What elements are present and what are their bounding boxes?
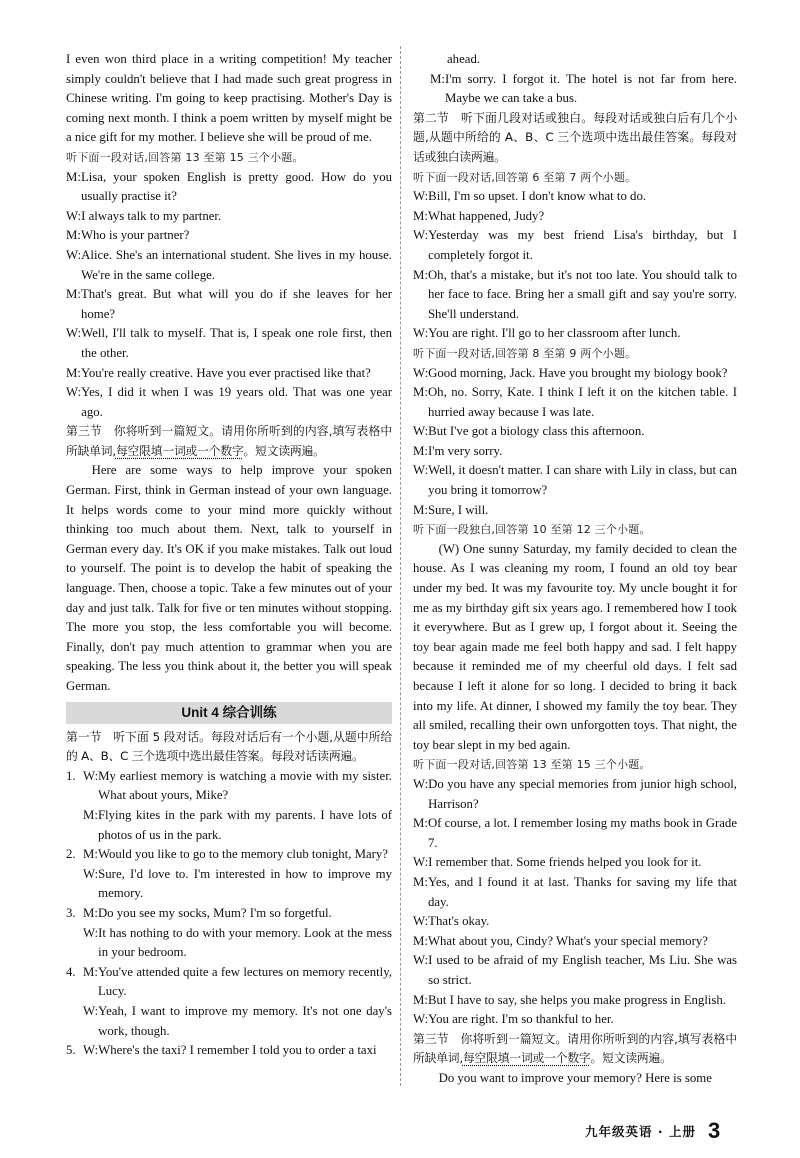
speaker-label: M: bbox=[66, 169, 81, 184]
speaker-label: W: bbox=[83, 1003, 99, 1018]
heading-text: 。短文读两遍。 bbox=[243, 443, 325, 458]
dialogue-line bbox=[66, 168, 392, 207]
speaker-label: M: bbox=[413, 816, 428, 831]
dialogue-text: I'm sorry. I forgot it. The hotel is not far from here. Maybe we can take a bus. bbox=[444, 71, 737, 106]
dialogue-block bbox=[413, 775, 737, 1030]
intro-paragraph: I even won third place in a writing competition! My teacher simply couldn't believe that I had made such great progress in Chinese writing. I'm going to keep practising. Mother's Day is coming next month. I think a poem written by myself might be a nice gift for my mother. I believe she will be proud of me. bbox=[66, 52, 392, 145]
speaker-label: W: bbox=[413, 189, 429, 204]
dialogue-text: That's great. But what will you do if she leaves for her home? bbox=[80, 287, 392, 321]
dialogue-text: Do you see my socks, Mum? I'm so forgetful. bbox=[97, 905, 332, 920]
dialogue-text: I remember that. Some friends helped you look for it. bbox=[428, 855, 702, 870]
dialogue-line bbox=[413, 226, 737, 265]
dialogue-text: Sure, I will. bbox=[427, 502, 489, 517]
right-column bbox=[413, 50, 737, 1088]
speaker-label: M: bbox=[66, 287, 81, 302]
dialogue-text: It has nothing to do with your memory. Look at the mess in your bedroom. bbox=[98, 925, 392, 960]
dialogue-text: Where's the taxi? I remember I told you to order a taxi bbox=[98, 1043, 377, 1058]
dialogue-text: My earliest memory is watching a movie with my sister. What about yours, Mike? bbox=[98, 768, 392, 803]
heading-emphasis: 每空限填一词或一个数字 bbox=[115, 443, 244, 458]
monologue-paragraph: (W) One sunny Saturday, my family decided to clean the house. As I was cleaning my room, I found an old toy bear under my bed. It was my favourite toy. My uncle bought it for me as my birthday gift six years ago. I remembered how I took it everywhere. But as I grew up, I forgot about it. Seeing the toy bear again made me feel both happy and sad. I felt happy because it reminded me of my cheerful old days. I felt sad because I left it alone for so long. I decided to bring it back into my life. At dinner, I showed my family the toy bear. They all smiled, recalling their own unforgotten toys. That night, the toy bear slept in my bed again. bbox=[413, 541, 737, 752]
passage-paragraph: Here are some ways to help improve your spoken German. First, think in German instead of your own language. It helps words come to your mind more quickly without thinking too much about them. Next, talk to yourself in German every day. It's OK if you make mistakes. Talk out loud to yourself. The point is to develop the habit of speaking the language. Then, choose a topic. Take a few minutes out of your day and just talk. Talk for five or ten minutes without stopping. The more you stop, the less comfortable you will become. Finally, don't pay much attention to grammar when you are speaking. The less you think about it, the better you will speak German. bbox=[66, 463, 392, 693]
speaker-label: W: bbox=[66, 208, 82, 223]
dialogue-text: Well, I'll talk to myself. That is, I speak one role first, then the other. bbox=[81, 326, 392, 360]
dialogue-line bbox=[66, 806, 392, 845]
unit-title: Unit 4 综合训练 bbox=[66, 702, 392, 724]
dialogue-block bbox=[66, 168, 392, 423]
speaker-label: W: bbox=[83, 768, 99, 783]
dialogue-line bbox=[413, 991, 737, 1011]
speaker-label: W: bbox=[413, 855, 429, 870]
dialogue-line bbox=[413, 422, 737, 442]
speaker-label: W: bbox=[413, 365, 429, 380]
item-number: 4. bbox=[66, 964, 76, 979]
speaker-label: M: bbox=[83, 807, 98, 822]
dialogue-line bbox=[413, 873, 737, 912]
speaker-label: W: bbox=[66, 385, 82, 400]
speaker-label: M: bbox=[413, 874, 428, 889]
speaker-label: M: bbox=[413, 443, 428, 458]
dialogue-text: What happened, Judy? bbox=[427, 208, 545, 223]
dialogue-line bbox=[66, 1002, 392, 1041]
section-heading: 第一节 听下面 5 段对话。每段对话后有一个小题,从题中所给的 A、B、C 三个选项中选出最佳答案。每段对话读两遍。 bbox=[66, 729, 392, 764]
dialogue-text: What about you, Cindy? What's your special memory? bbox=[427, 933, 708, 948]
dialogue-line bbox=[66, 285, 392, 324]
dialogue-line bbox=[66, 1041, 392, 1061]
dialogue-text: Of course, a lot. I remember losing my maths book in Grade 7. bbox=[427, 816, 737, 850]
dialogue-block bbox=[413, 187, 737, 344]
speaker-label: W: bbox=[413, 326, 429, 341]
dialogue-line bbox=[66, 904, 392, 924]
item-number: 3. bbox=[66, 905, 76, 920]
dialogue-line bbox=[413, 951, 737, 990]
dialogue-line bbox=[66, 324, 392, 363]
dialogue-text: Oh, that's a mistake, but it's not too late. You should talk to her face to face. Bring her a small gift and say you're sorry. She'll understand. bbox=[427, 267, 737, 321]
speaker-label: W: bbox=[413, 463, 429, 478]
dialogue-line bbox=[413, 853, 737, 873]
dialogue-text: Who is your partner? bbox=[80, 228, 190, 243]
dialogue-text: Oh, no. Sorry, Kate. I think I left it on the kitchen table. I hurried away because I was late. bbox=[427, 385, 737, 419]
dialogue-line bbox=[66, 246, 392, 285]
speaker-label: W: bbox=[413, 953, 429, 968]
dialogue-text: I always talk to my partner. bbox=[81, 208, 222, 223]
dialogue-text: But I've got a biology class this afternoon. bbox=[428, 424, 645, 439]
dialogue-line bbox=[413, 814, 737, 853]
dialogue-line bbox=[413, 383, 737, 422]
dialogue-line bbox=[413, 442, 737, 462]
book-title: 九年级英语 · 上册 bbox=[585, 1124, 696, 1139]
item-number: 2. bbox=[66, 847, 76, 862]
dialogue-line bbox=[66, 207, 392, 227]
heading-text: 。短文读两遍。 bbox=[590, 1051, 672, 1066]
dialogue-text: I used to be afraid of my English teacher, Ms Liu. She was so strict. bbox=[428, 953, 737, 987]
dialogue-line bbox=[66, 226, 392, 246]
dialogue-text: You've attended quite a few lectures on memory recently, Lucy. bbox=[97, 964, 392, 999]
dialogue-text: Do you have any special memories from junior high school, Harrison? bbox=[428, 776, 737, 811]
speaker-label: M: bbox=[413, 385, 428, 400]
dialogue-text: Lisa, your spoken English is pretty good. How do you usually practise it? bbox=[80, 169, 392, 204]
dialogue-text: I'm very sorry. bbox=[427, 443, 503, 458]
speaker-label: M: bbox=[413, 267, 428, 282]
passage-start: Do you want to improve your memory? Here is some bbox=[438, 1070, 712, 1085]
speaker-label: M: bbox=[83, 847, 98, 862]
speaker-label: M: bbox=[66, 365, 81, 380]
speaker-label: M: bbox=[83, 964, 98, 979]
dialogue-line bbox=[413, 775, 737, 814]
section-heading bbox=[66, 422, 392, 461]
dialogue-text: Bill, I'm so upset. I don't know what to do. bbox=[428, 189, 647, 204]
dialogue-line bbox=[66, 364, 392, 384]
instruction-text: 听下面一段独白,回答第 10 至第 12 三个小题。 bbox=[413, 523, 651, 537]
dialogue-block bbox=[413, 364, 737, 521]
speaker-label: W: bbox=[83, 866, 99, 881]
speaker-label: M: bbox=[66, 228, 81, 243]
speaker-label: W: bbox=[66, 326, 82, 341]
instruction-text: 听下面一段对话,回答第 6 至第 7 两个小题。 bbox=[413, 170, 637, 184]
item-number: 1. bbox=[66, 768, 76, 783]
dialogue-line bbox=[66, 383, 392, 422]
speaker-label: W: bbox=[83, 1043, 99, 1058]
dialogue-line bbox=[66, 963, 392, 1002]
dialogue-line bbox=[413, 324, 737, 344]
dialogue-line bbox=[413, 207, 737, 227]
dialogue-line bbox=[413, 461, 737, 500]
dialogue-line bbox=[66, 767, 392, 806]
dialogue-line bbox=[413, 70, 737, 109]
dialogue-line bbox=[413, 187, 737, 207]
dialogue-text: Yeah, I want to improve my memory. It's not one day's work, though. bbox=[98, 1003, 392, 1038]
dialogue-text: Yesterday was my best friend Lisa's birthday, but I completely forgot it. bbox=[428, 228, 737, 262]
speaker-label: W: bbox=[83, 925, 99, 940]
column-divider bbox=[400, 46, 401, 1086]
speaker-label: M: bbox=[430, 71, 445, 86]
section-heading bbox=[413, 1030, 737, 1069]
speaker-label: M: bbox=[413, 933, 428, 948]
dialogue-text: Yes, I did it when I was 19 years old. That was one year ago. bbox=[81, 385, 392, 419]
speaker-label: W: bbox=[413, 424, 429, 439]
dialogue-text: You're really creative. Have you ever practised like that? bbox=[80, 365, 371, 380]
heading-text: 第三节 你将听到一篇短文。请用你所听到的内容,填写表格中所缺单词, bbox=[413, 1031, 737, 1066]
heading-emphasis: 每空限填一词或一个数字 bbox=[462, 1051, 591, 1066]
left-column bbox=[66, 50, 392, 1061]
dialogue-text: You are right. I'll go to her classroom after lunch. bbox=[428, 326, 681, 341]
speaker-label: W: bbox=[413, 1012, 429, 1027]
dialogue-text: Well, it doesn't matter. I can share with Lily in class, but can you bring it tomorrow? bbox=[428, 463, 737, 498]
speaker-label: M: bbox=[413, 208, 428, 223]
dialogue-line bbox=[66, 845, 392, 865]
speaker-label: M: bbox=[83, 905, 98, 920]
dialogue-line bbox=[66, 924, 392, 963]
instruction-text: 听下面一段对话,回答第 13 至第 15 三个小题。 bbox=[66, 150, 304, 164]
dialogue-text: You are right. I'm so thankful to her. bbox=[428, 1012, 614, 1027]
page-number: 3 bbox=[707, 1118, 721, 1143]
dialogue-text: Sure, I'd love to. I'm interested in how to improve my memory. bbox=[98, 866, 392, 901]
question-items bbox=[66, 767, 392, 1061]
speaker-label: W: bbox=[66, 247, 82, 262]
item-number: 5. bbox=[66, 1043, 76, 1058]
dialogue-text: Good morning, Jack. Have you brought my biology book? bbox=[428, 365, 728, 380]
dialogue-text: Yes, and I found it at last. Thanks for saving my life that day. bbox=[427, 874, 737, 909]
dialogue-text: Alice. She's an international student. She lives in my house. We're in the same college. bbox=[81, 247, 392, 282]
speaker-label: M: bbox=[413, 992, 428, 1007]
speaker-label: W: bbox=[413, 914, 429, 929]
dialogue-text: That's okay. bbox=[428, 914, 490, 929]
instruction-text: 听下面一段对话,回答第 8 至第 9 两个小题。 bbox=[413, 346, 637, 360]
instruction-text: 听下面一段对话,回答第 13 至第 15 三个小题。 bbox=[413, 758, 651, 772]
dialogue-line bbox=[413, 364, 737, 384]
page-footer bbox=[585, 1118, 720, 1144]
speaker-label: W: bbox=[413, 776, 429, 791]
dialogue-line bbox=[413, 932, 737, 952]
dialogue-text: Flying kites in the park with my parents. I have lots of photos of us in the park. bbox=[97, 807, 392, 842]
speaker-label: M: bbox=[413, 502, 428, 517]
dialogue-line bbox=[413, 912, 737, 932]
speaker-label: W: bbox=[413, 228, 429, 243]
dialogue-line bbox=[66, 865, 392, 904]
dialogue-text: But I have to say, she helps you make progress in English. bbox=[427, 992, 727, 1007]
dialogue-line bbox=[413, 501, 737, 521]
dialogue-text: Would you like to go to the memory club tonight, Mary? bbox=[97, 847, 388, 862]
dialogue-line bbox=[413, 266, 737, 325]
dialogue-line bbox=[413, 1010, 737, 1030]
continuation-text: ahead. bbox=[447, 52, 481, 66]
section-heading: 第二节 听下面几段对话或独白。每段对话或独白后有几个小题,从题中所给的 A、B、C 三个选项中选出最佳答案。每段对话或独白读两遍。 bbox=[413, 110, 737, 164]
heading-text: 第三节 你将听到一篇短文。请用你所听到的内容,填写表格中所缺单词, bbox=[66, 424, 392, 458]
